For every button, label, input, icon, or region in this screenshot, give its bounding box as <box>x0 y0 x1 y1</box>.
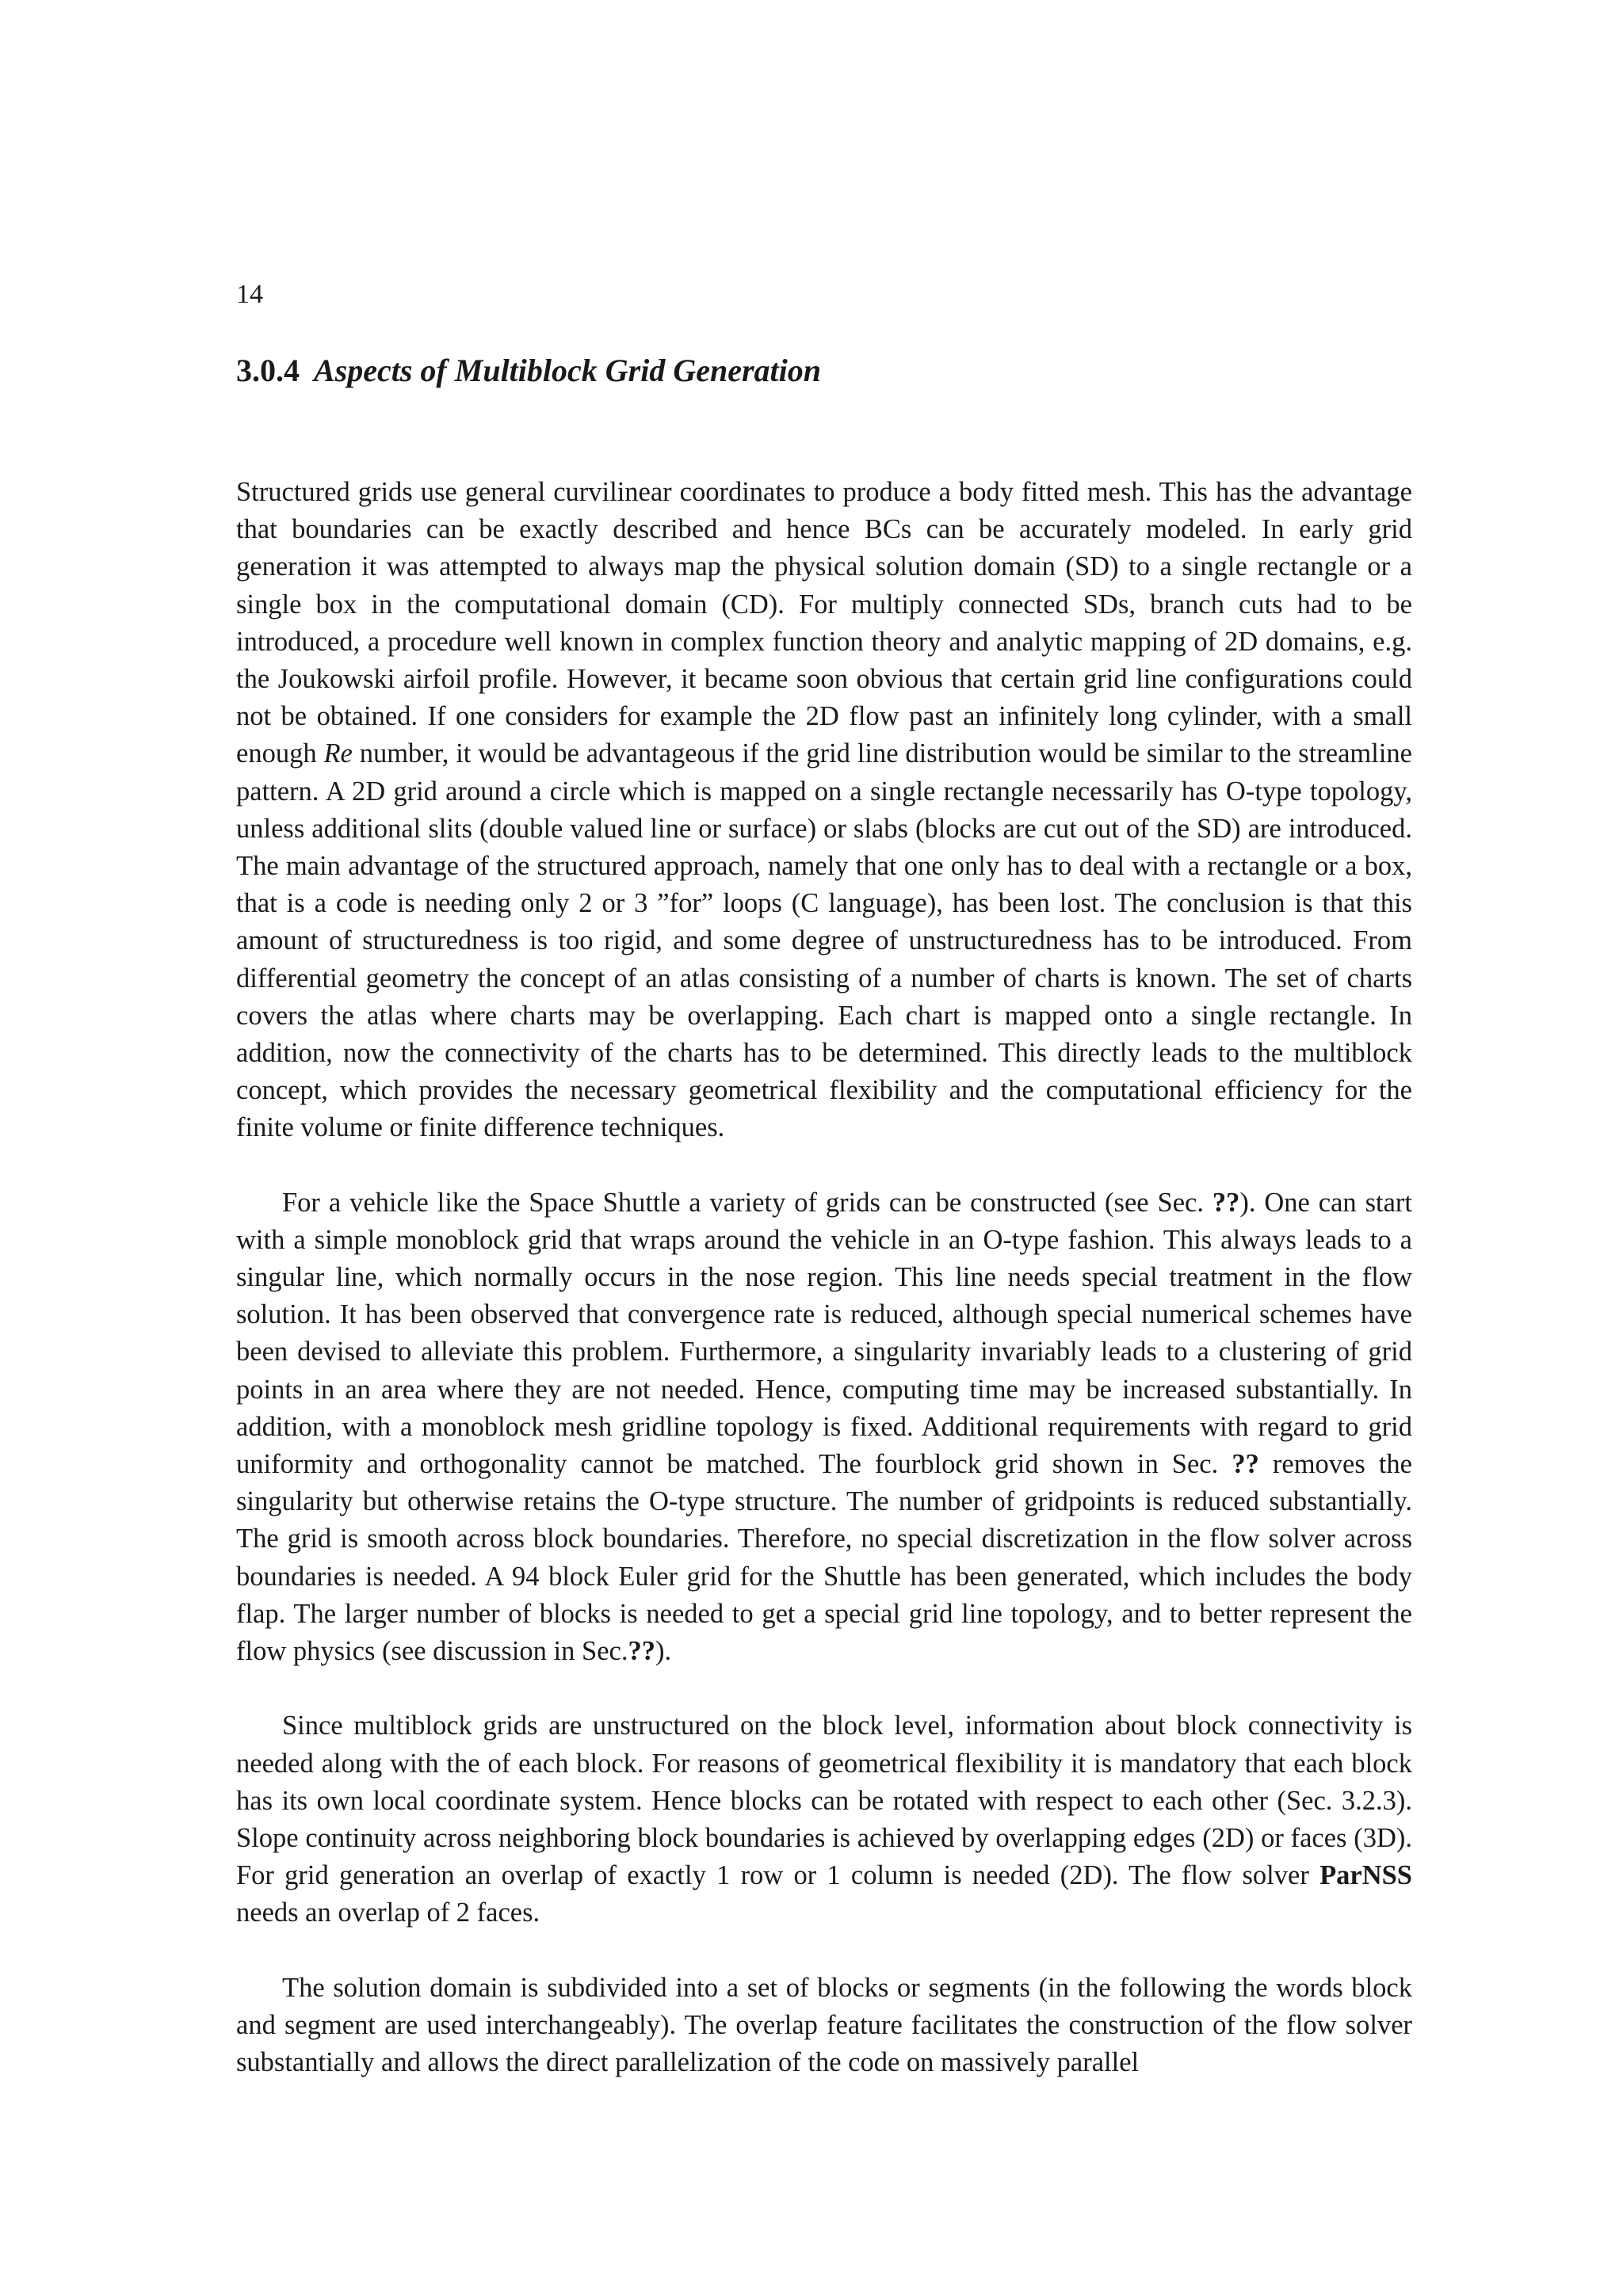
reynolds-symbol: Re <box>323 738 353 769</box>
solver-name: ParNSS <box>1319 1860 1412 1891</box>
paragraph-text: Since multiblock grids are unstructured on the block level, information about block connectivity is needed along with the of each block. For reasons of geometrical flexibility it is mandatory that each block has its own local coordinate system. Hence blocks can be rotated with respect to each other (Sec. 3.2.3). Slope continuity across neighboring block boundaries is achieved by overlapping edges (2D) or faces (3D). For grid generation an overlap of exactly 1 row or 1 column is needed (2D). The flow solver <box>236 1711 1412 1891</box>
unresolved-reference: ?? <box>1212 1187 1240 1218</box>
document-page <box>236 279 1412 2081</box>
paragraph-text: removes the singularity but otherwise retains the O-type structure. The number of gridpoints is reduced substantially. The grid is smooth across block boundaries. Therefore, no special discretization in the flow solver across boundaries is needed. A 94 block Euler grid for the Shuttle has been generated, which includes the body flap. The larger number of blocks is needed to get a special grid line topology, and to better represent the flow physics (see discussion in Sec. <box>236 1449 1412 1667</box>
paragraph-text: For a vehicle like the Space Shuttle a variety of grids can be constructed (see Sec. <box>282 1187 1212 1218</box>
paragraph-solution-domain <box>236 1970 1412 2082</box>
paragraph-text: number, it would be advantageous if the grid line distribution would be similar to the streamline pattern. A 2D grid around a circle which is mapped on a single rectangle necessarily has O-type topology, unless additional slits (double valued line or surface) or slabs (blocks are cut out of the SD) are introduced. The main advantage of the structured approach, namely that one only has to deal with a rectangle or a box, that is a code is needing only 2 or 3 ”for” loops (C language), has been lost. The conclusion is that this amount of structuredness is too rigid, and some degree of unstructuredness has to be introduced. From differential geometry the concept of an atlas consisting of a number of charts is known. The set of charts covers the atlas where charts may be overlapping. Each chart is mapped onto a single rectangle. In addition, now the connectivity of the charts has to be determined. This directly leads to the multiblock concept, which provides the necessary geometrical flexibility and the computational efficiency for the finite volume or finite difference techniques. <box>236 738 1412 1143</box>
paragraph-space-shuttle <box>236 1184 1412 1671</box>
paragraph-text: Structured grids use general curvilinear coordinates to produce a body fitted mesh. This has the advantage that boundaries can be exactly described and hence BCs can be accurately modeled. In early grid generation it was attempted to always map the physical solution domain (SD) to a single rectangle or a single box in the computational domain (CD). For multiply connected SDs, branch cuts had to be introduced, a procedure well known in complex function theory and analytic mapping of 2D domains, e.g. the Joukowski airfoil profile. However, it became soon obvious that certain grid line configurations could not be obtained. If one considers for example the 2D flow past an infinitely long cylinder, with a small enough <box>236 477 1412 769</box>
paragraph-block-connectivity <box>236 1707 1412 1932</box>
page-number: 14 <box>236 280 263 309</box>
paragraph-text: ). <box>655 1636 672 1667</box>
section-heading <box>236 352 1412 390</box>
section-number: 3.0.4 <box>236 353 300 388</box>
unresolved-reference: ?? <box>1232 1449 1259 1480</box>
paragraph-text: ). One can start with a simple monoblock grid that wraps around the vehicle in an O-type fashion. This always leads to a singular line, which normally occurs in the nose region. This line needs special treatment in the flow solution. It has been observed that convergence rate is reduced, although special numerical schemes have been devised to alleviate this problem. Furthermore, a singularity invariably leads to a clustering of grid points in an area where they are not needed. Hence, computing time may be increased substantially. In addition, with a monoblock mesh gridline topology is fixed. Additional requirements with regard to grid uniformity and orthogonality cannot be matched. The fourblock grid shown in Sec. <box>236 1187 1412 1480</box>
section-title: Aspects of Multiblock Grid Generation <box>314 353 822 388</box>
paragraph-text: needs an overlap of 2 faces. <box>236 1897 540 1928</box>
unresolved-reference: ?? <box>628 1636 655 1667</box>
paragraph-text: The solution domain is subdivided into a set of blocks or segments (in the following the words block and segment are used interchangeably). The overlap feature facilitates the construction of the flow solver substantially and allows the direct parallelization of the code on massively parallel <box>236 1972 1412 2077</box>
paragraph-structured-grids <box>236 474 1412 1147</box>
